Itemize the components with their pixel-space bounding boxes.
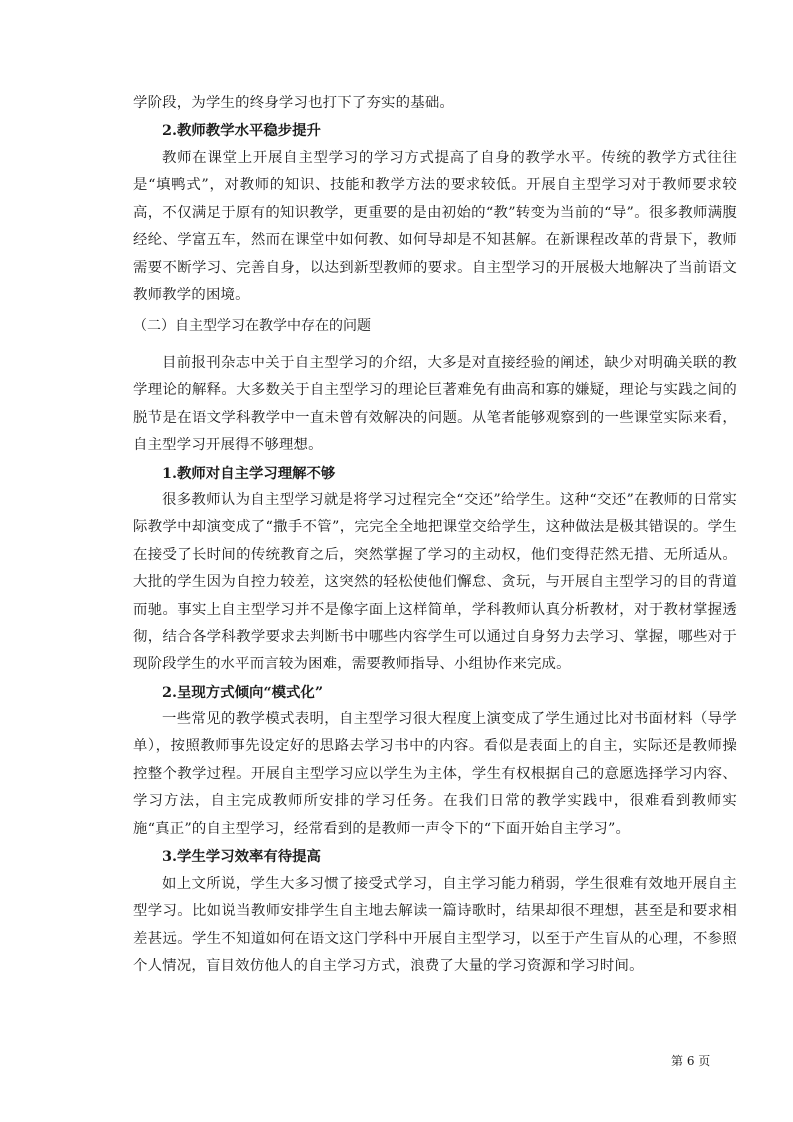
- paragraph-understanding: 很多教师认为自主型学习就是将学习过程完全“交还”给学生。这种“交还”在教师的日常实际教学中却演变成了“撒手不管”，完完全全地把课堂交给学生，这种做法是极其错误的。学生在接受了长时间的传统教育之后，突然掌握了学习的主动权，他们变得茫然无措、无所适从。大批的学生因为自控力较差，这突然的轻松使他们懈怠、贪玩，与开展自主型学习的目的背道而驰。事实上自主型学习并不是像字面上这样简单，学科教师认真分析教材，对于教材掌握透彻，结合各学科教学要求去判断书中哪些内容学生可以通过自身努力去学习、掌握，哪些对于现阶段学生的水平而言较为困难，需要教师指导、小组协作来完成。: [133, 492, 737, 673]
- subheading-efficiency: 3.学生学习效率有待提高: [162, 848, 321, 865]
- subheading-teacher-level: 2.教师教学水平稳步提升: [162, 122, 321, 139]
- paragraph-efficiency: 如上文所说，学生大多习惯了接受式学习，自主学习能力稍弱，学生很难有效地开展自主型学习。比如说当教师安排学生自主地去解读一篇诗歌时，结果却很不理想，甚至是和要求相差甚远。学生不知道如何在语文这门学科中开展自主型学习，以至于产生盲从的心理，不参照个人情况，盲目效仿他人的自主学习方式，浪费了大量的学习资源和学习时间。: [133, 876, 737, 975]
- section-heading-problems: （二）自主型学习在教学中存在的问题: [133, 318, 371, 334]
- paragraph-problems-intro: 目前报刊杂志中关于自主型学习的介绍，大多是对直接经验的阐述，缺少对明确关联的教学理论的解释。大多数关于自主型学习的理论巨著难免有曲高和寡的嫌疑，理论与实践之间的脱节是在语文学科教学中一直未曾有效解决的问题。从笔者能够观察到的一些课堂实际来看，自主型学习开展得不够理想。: [133, 355, 737, 454]
- page-number: 第 6 页: [671, 1054, 711, 1068]
- paragraph-continuation: 学阶段，为学生的终身学习也打下了夯实的基础。: [133, 95, 454, 111]
- subheading-mode: 2.呈现方式倾向“模式化”: [162, 684, 324, 701]
- paragraph-teacher-level: 教师在课堂上开展自主型学习的学习方式提高了自身的教学水平。传统的教学方式往往是“填鸭式”，对教师的知识、技能和教学方法的要求较低。开展自主型学习对于教师要求较高，不仅满足于原有的知识教学，更重要的是由初始的“教”转变为当前的“导”。很多教师满腹经纶、学富五车，然而在课堂中如何教、如何导却是不知甚解。在新课程改革的背景下，教师需要不断学习、完善自身，以达到新型教师的要求。自主型学习的开展极大地解决了当前语文教师教学的困境。: [133, 150, 737, 304]
- paragraph-mode: 一些常见的教学模式表明，自主型学习很大程度上演变成了学生通过比对书面材料（导学单），按照教师事先设定好的思路去学习书中的内容。看似是表面上的自主，实际还是教师操控整个教学过程。开展自主型学习应以学生为主体，学生有权根据自己的意愿选择学习内容、学习方法，自主完成教师所安排的学习任务。在我们日常的教学实践中，很难看到教师实施“真正”的自主型学习，经常看到的是教师一声令下的“下面开始自主学习”。: [133, 711, 737, 837]
- subheading-understanding: 1.教师对自主学习理解不够: [162, 465, 336, 482]
